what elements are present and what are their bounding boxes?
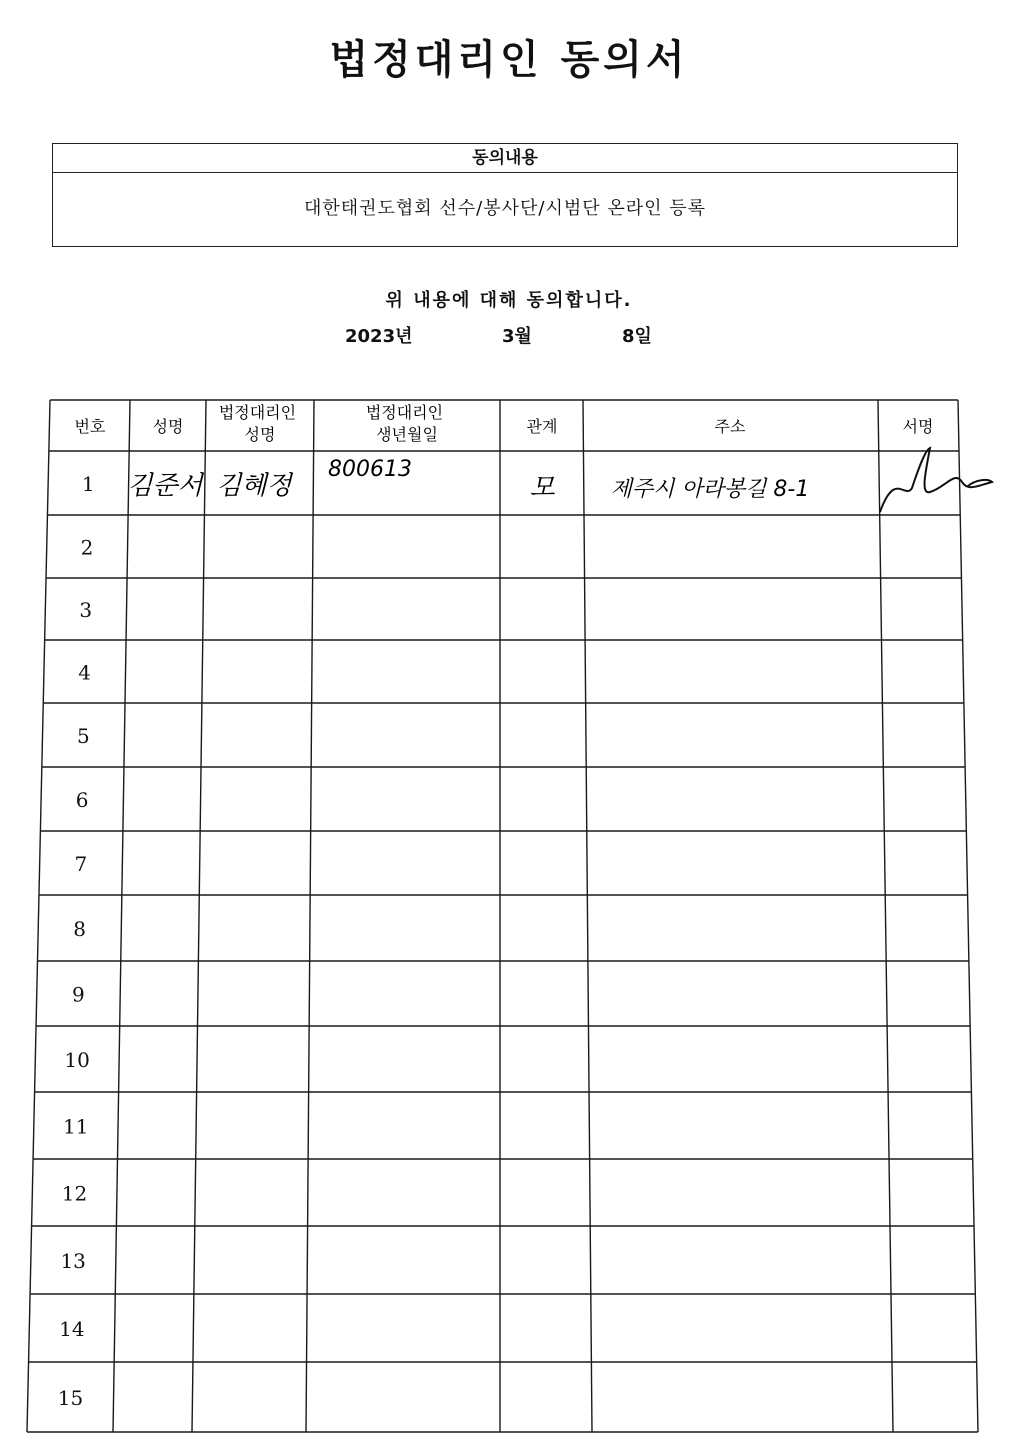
agreement-statement: 위 내용에 대해 동의합니다. <box>385 290 633 311</box>
row-number: 9 <box>71 982 85 1007</box>
header-guardian-name-line2: 성명 <box>244 425 276 444</box>
row1-address: 제주시 아라봉길 8-1 <box>610 477 810 502</box>
header-guardian-name-line1: 법정대리인 <box>218 403 297 422</box>
row-number: 6 <box>75 788 89 812</box>
header-address: 주소 <box>714 417 746 436</box>
row1-relation: 모 <box>529 473 555 503</box>
header-number: 번호 <box>74 417 106 436</box>
row-number: 12 <box>61 1181 88 1206</box>
row-number: 11 <box>63 1114 89 1139</box>
row-number: 14 <box>59 1317 85 1341</box>
row-number: 1 <box>81 472 95 496</box>
header-guardian-birth-line1: 법정대리인 <box>365 403 444 422</box>
header-guardian-name <box>219 403 301 444</box>
row-number: 13 <box>60 1249 86 1273</box>
row-number: 2 <box>80 535 94 560</box>
page-title: 법정대리인 동의서 <box>329 37 689 83</box>
date-day: 8일 <box>622 326 652 347</box>
consent-body: 대한태권도협회 선수/봉사단/시범단 온라인 등록 <box>303 198 707 219</box>
row-number: 15 <box>57 1386 84 1410</box>
header-name: 성명 <box>152 417 184 436</box>
row-number: 7 <box>74 852 88 876</box>
row-number: 4 <box>78 660 91 685</box>
header-signature: 서명 <box>902 417 934 436</box>
row1-guardian-name: 김혜정 <box>216 471 292 501</box>
row-number: 10 <box>64 1048 90 1072</box>
row1-name: 김준서 <box>127 471 203 501</box>
row1-signature <box>880 448 992 512</box>
row-number: 8 <box>73 917 86 941</box>
row1-guardian-birth: 800613 <box>328 457 412 482</box>
header-guardian-birth <box>366 403 448 444</box>
consent-header: 동의내용 <box>53 144 957 173</box>
header-guardian-birth-line2: 생년월일 <box>376 425 438 444</box>
date-month: 3월 <box>502 326 532 347</box>
date-year: 2023년 <box>345 326 413 347</box>
row-number: 3 <box>79 598 93 622</box>
header-relation: 관계 <box>526 417 558 436</box>
row-number: 5 <box>76 724 90 748</box>
